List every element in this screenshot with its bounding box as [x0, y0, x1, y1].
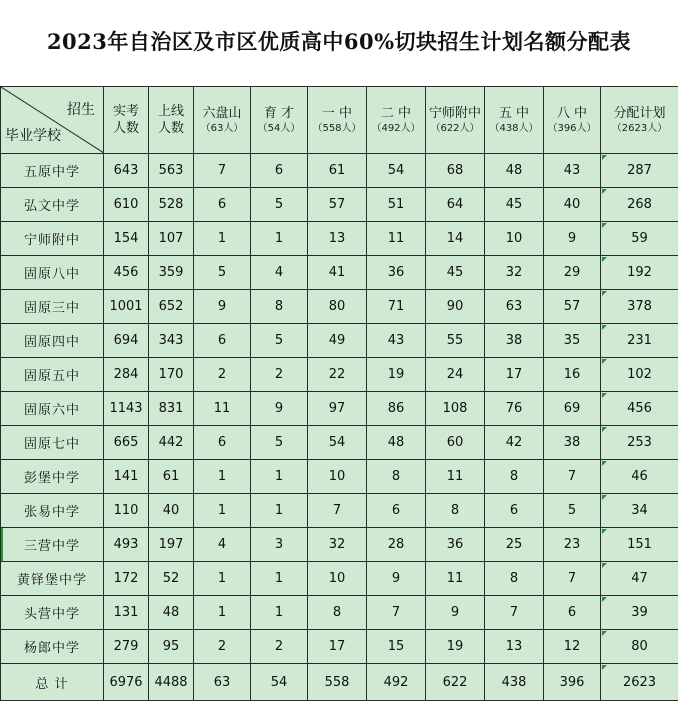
data-cell[interactable]: 108: [426, 392, 485, 426]
total-cell[interactable]: 622: [426, 664, 485, 701]
column-header-title: 一 中: [321, 105, 353, 121]
data-cell[interactable]: 59: [601, 222, 678, 256]
table-row: [1, 426, 678, 460]
data-cell[interactable]: 47: [601, 562, 678, 596]
data-cell[interactable]: 19: [426, 630, 485, 664]
data-cell[interactable]: 39: [601, 596, 678, 630]
data-cell[interactable]: 643: [104, 154, 149, 188]
data-cell[interactable]: 1: [251, 460, 308, 494]
school-name-cell[interactable]: 固原三中: [1, 290, 104, 324]
data-cell[interactable]: 4: [194, 528, 251, 562]
data-cell[interactable]: 12: [544, 630, 601, 664]
column-header-quota: （63人）: [200, 122, 244, 134]
data-cell[interactable]: 1: [251, 222, 308, 256]
total-cell[interactable]: 438: [485, 664, 544, 701]
data-cell[interactable]: 141: [104, 460, 149, 494]
data-cell[interactable]: 493: [104, 528, 149, 562]
school-name-cell[interactable]: 头营中学: [1, 596, 104, 630]
data-cell[interactable]: 2: [194, 358, 251, 392]
data-cell[interactable]: 528: [149, 188, 194, 222]
data-cell[interactable]: 22: [308, 358, 367, 392]
column-header-title: 五 中: [498, 105, 530, 121]
data-cell[interactable]: 8: [251, 290, 308, 324]
data-cell[interactable]: 17: [308, 630, 367, 664]
column-header-quota: （54人）: [257, 122, 301, 134]
column-header-9[interactable]: [544, 87, 601, 154]
school-name-cell[interactable]: 三营中学: [1, 528, 104, 562]
data-cell[interactable]: 192: [601, 256, 678, 290]
data-cell[interactable]: 1: [194, 460, 251, 494]
data-cell[interactable]: 14: [426, 222, 485, 256]
data-cell[interactable]: 80: [601, 630, 678, 664]
column-header-4[interactable]: [251, 87, 308, 154]
column-header-6[interactable]: [367, 87, 426, 154]
school-name-cell[interactable]: 弘文中学: [1, 188, 104, 222]
data-cell[interactable]: 287: [601, 154, 678, 188]
data-cell[interactable]: 4: [251, 256, 308, 290]
column-header-title: 育 才: [263, 105, 295, 121]
total-row: [1, 664, 678, 701]
data-cell[interactable]: 10: [308, 562, 367, 596]
corner-header-cell[interactable]: [1, 87, 104, 154]
data-cell[interactable]: 38: [485, 324, 544, 358]
data-cell[interactable]: 5: [194, 256, 251, 290]
data-cell[interactable]: 8: [308, 596, 367, 630]
data-cell[interactable]: 61: [308, 154, 367, 188]
data-cell[interactable]: 6: [485, 494, 544, 528]
data-cell[interactable]: 23: [544, 528, 601, 562]
data-cell[interactable]: 9: [367, 562, 426, 596]
table-row: [1, 154, 678, 188]
data-cell[interactable]: 25: [485, 528, 544, 562]
table-row: [1, 256, 678, 290]
data-cell[interactable]: 7: [194, 154, 251, 188]
data-cell[interactable]: 40: [149, 494, 194, 528]
column-header-quota: （558人）: [312, 122, 362, 134]
table-row: [1, 596, 678, 630]
data-cell[interactable]: 6: [367, 494, 426, 528]
data-cell[interactable]: 7: [308, 494, 367, 528]
column-header-quota: 人数: [157, 121, 184, 136]
data-cell[interactable]: 1: [194, 562, 251, 596]
data-cell[interactable]: 36: [426, 528, 485, 562]
data-cell[interactable]: 57: [308, 188, 367, 222]
allocation-table: [0, 86, 678, 701]
total-cell[interactable]: 63: [194, 664, 251, 701]
column-header-quota: （492人）: [371, 122, 421, 134]
column-header-10[interactable]: [601, 87, 678, 154]
data-cell[interactable]: 343: [149, 324, 194, 358]
data-cell[interactable]: 665: [104, 426, 149, 460]
data-cell[interactable]: 5: [251, 188, 308, 222]
column-header-5[interactable]: [308, 87, 367, 154]
data-cell[interactable]: 1: [251, 596, 308, 630]
data-cell[interactable]: 49: [308, 324, 367, 358]
data-cell[interactable]: 231: [601, 324, 678, 358]
school-name-cell[interactable]: 黄铎堡中学: [1, 562, 104, 596]
data-cell[interactable]: 7: [544, 460, 601, 494]
data-cell[interactable]: 6: [194, 188, 251, 222]
column-header-title: 分配计划: [613, 105, 666, 121]
data-cell[interactable]: 52: [149, 562, 194, 596]
data-cell[interactable]: 8: [485, 562, 544, 596]
data-cell[interactable]: 10: [308, 460, 367, 494]
school-name-cell[interactable]: 五原中学: [1, 154, 104, 188]
data-cell[interactable]: 80: [308, 290, 367, 324]
data-cell[interactable]: 68: [426, 154, 485, 188]
school-name-cell[interactable]: 固原六中: [1, 392, 104, 426]
data-cell[interactable]: 378: [601, 290, 678, 324]
total-cell[interactable]: 2623: [601, 664, 678, 701]
data-cell[interactable]: 154: [104, 222, 149, 256]
data-cell[interactable]: 86: [367, 392, 426, 426]
column-header-8[interactable]: [485, 87, 544, 154]
data-cell[interactable]: 90: [426, 290, 485, 324]
data-cell[interactable]: 3: [251, 528, 308, 562]
data-cell[interactable]: 284: [104, 358, 149, 392]
data-cell[interactable]: 7: [485, 596, 544, 630]
data-cell[interactable]: 359: [149, 256, 194, 290]
table-row: [1, 222, 678, 256]
data-cell[interactable]: 28: [367, 528, 426, 562]
total-cell[interactable]: 4488: [149, 664, 194, 701]
data-cell[interactable]: 32: [485, 256, 544, 290]
title-bar: [0, 0, 678, 86]
data-cell[interactable]: 76: [485, 392, 544, 426]
data-cell[interactable]: 172: [104, 562, 149, 596]
table-row: [1, 528, 678, 562]
data-cell[interactable]: 43: [367, 324, 426, 358]
data-cell[interactable]: 1: [194, 494, 251, 528]
data-cell[interactable]: 48: [485, 154, 544, 188]
column-header-7[interactable]: [426, 87, 485, 154]
table-row: [1, 188, 678, 222]
data-cell[interactable]: 9: [426, 596, 485, 630]
data-cell[interactable]: 102: [601, 358, 678, 392]
data-cell[interactable]: 268: [601, 188, 678, 222]
school-name-cell[interactable]: 彭堡中学: [1, 460, 104, 494]
data-cell[interactable]: 17: [485, 358, 544, 392]
school-name-cell[interactable]: 杨郎中学: [1, 630, 104, 664]
column-header-title: 上线: [157, 104, 184, 119]
table-row: [1, 460, 678, 494]
data-cell[interactable]: 16: [544, 358, 601, 392]
data-cell[interactable]: 15: [367, 630, 426, 664]
total-cell[interactable]: 6976: [104, 664, 149, 701]
data-cell[interactable]: 35: [544, 324, 601, 358]
data-cell[interactable]: 1001: [104, 290, 149, 324]
data-cell[interactable]: 253: [601, 426, 678, 460]
table-row: [1, 290, 678, 324]
data-cell[interactable]: 95: [149, 630, 194, 664]
data-cell[interactable]: 6: [544, 596, 601, 630]
data-cell[interactable]: 1: [251, 494, 308, 528]
data-cell[interactable]: 610: [104, 188, 149, 222]
header-row: [1, 87, 678, 154]
total-label-cell[interactable]: 总 计: [1, 664, 104, 701]
data-cell[interactable]: 563: [149, 154, 194, 188]
table-row: [1, 494, 678, 528]
data-cell[interactable]: 5: [251, 426, 308, 460]
data-cell[interactable]: 24: [426, 358, 485, 392]
column-header-quota: （396人）: [547, 122, 597, 134]
data-cell[interactable]: 694: [104, 324, 149, 358]
table-row: [1, 324, 678, 358]
column-header-title: 八 中: [556, 105, 588, 121]
table-row: [1, 392, 678, 426]
column-header-quota: （2623人）: [611, 122, 668, 134]
data-cell[interactable]: 7: [367, 596, 426, 630]
column-header-2[interactable]: [149, 87, 194, 154]
school-name-cell[interactable]: 固原四中: [1, 324, 104, 358]
data-cell[interactable]: 45: [426, 256, 485, 290]
data-cell[interactable]: 43: [544, 154, 601, 188]
column-header-quota: （438人）: [489, 122, 539, 134]
data-cell[interactable]: 197: [149, 528, 194, 562]
data-cell[interactable]: 42: [485, 426, 544, 460]
data-cell[interactable]: 48: [367, 426, 426, 460]
data-cell[interactable]: 19: [367, 358, 426, 392]
data-cell[interactable]: 456: [104, 256, 149, 290]
data-cell[interactable]: 8: [485, 460, 544, 494]
data-cell[interactable]: 5: [251, 324, 308, 358]
data-cell[interactable]: 61: [149, 460, 194, 494]
data-cell[interactable]: 151: [601, 528, 678, 562]
data-cell[interactable]: 55: [426, 324, 485, 358]
data-cell[interactable]: 456: [601, 392, 678, 426]
data-cell[interactable]: 131: [104, 596, 149, 630]
data-cell[interactable]: 8: [367, 460, 426, 494]
data-cell[interactable]: 34: [601, 494, 678, 528]
data-cell[interactable]: 2: [251, 630, 308, 664]
school-name-cell[interactable]: 张易中学: [1, 494, 104, 528]
corner-label-school: 毕业学校: [5, 128, 61, 144]
table-row: [1, 630, 678, 664]
data-cell[interactable]: 64: [426, 188, 485, 222]
data-cell[interactable]: 1: [251, 562, 308, 596]
data-cell[interactable]: 7: [544, 562, 601, 596]
data-cell[interactable]: 11: [194, 392, 251, 426]
column-header-3[interactable]: [194, 87, 251, 154]
data-cell[interactable]: 6: [194, 324, 251, 358]
data-cell[interactable]: 48: [149, 596, 194, 630]
school-name-cell[interactable]: 固原七中: [1, 426, 104, 460]
data-cell[interactable]: 110: [104, 494, 149, 528]
data-cell[interactable]: 45: [485, 188, 544, 222]
data-cell[interactable]: 46: [601, 460, 678, 494]
data-cell[interactable]: 11: [426, 460, 485, 494]
selection-edge: [1, 528, 3, 561]
data-cell[interactable]: 2: [251, 358, 308, 392]
data-cell[interactable]: 1: [194, 596, 251, 630]
data-cell[interactable]: 13: [308, 222, 367, 256]
page-title: 2023年自治区及市区优质高中60%切块招生计划名额分配表: [46, 29, 632, 54]
data-cell[interactable]: 36: [367, 256, 426, 290]
data-cell[interactable]: 6: [194, 426, 251, 460]
table-row: [1, 358, 678, 392]
data-cell[interactable]: 29: [544, 256, 601, 290]
column-header-quota: 人数: [112, 121, 139, 136]
column-header-title: 二 中: [380, 105, 412, 121]
school-name-cell[interactable]: 固原五中: [1, 358, 104, 392]
data-cell[interactable]: 60: [426, 426, 485, 460]
data-cell[interactable]: 32: [308, 528, 367, 562]
data-cell[interactable]: 51: [367, 188, 426, 222]
total-cell[interactable]: 396: [544, 664, 601, 701]
school-name-cell[interactable]: 宁师附中: [1, 222, 104, 256]
data-cell[interactable]: 9: [194, 290, 251, 324]
data-cell[interactable]: 652: [149, 290, 194, 324]
data-cell[interactable]: 5: [544, 494, 601, 528]
data-cell[interactable]: 97: [308, 392, 367, 426]
data-cell[interactable]: 107: [149, 222, 194, 256]
data-cell[interactable]: 170: [149, 358, 194, 392]
data-cell[interactable]: 8: [426, 494, 485, 528]
data-cell[interactable]: 831: [149, 392, 194, 426]
column-header-title: 宁师附中: [428, 105, 481, 121]
data-cell[interactable]: 41: [308, 256, 367, 290]
data-cell[interactable]: 9: [544, 222, 601, 256]
school-name-cell[interactable]: 固原八中: [1, 256, 104, 290]
data-cell[interactable]: 69: [544, 392, 601, 426]
data-cell[interactable]: 57: [544, 290, 601, 324]
table-row: [1, 562, 678, 596]
data-cell[interactable]: 442: [149, 426, 194, 460]
column-header-title: 实考: [112, 104, 139, 119]
data-cell[interactable]: 54: [367, 154, 426, 188]
data-cell[interactable]: 11: [426, 562, 485, 596]
data-cell[interactable]: 13: [485, 630, 544, 664]
data-cell[interactable]: 279: [104, 630, 149, 664]
data-cell[interactable]: 1: [194, 222, 251, 256]
data-cell[interactable]: 2: [194, 630, 251, 664]
data-cell[interactable]: 40: [544, 188, 601, 222]
total-cell[interactable]: 492: [367, 664, 426, 701]
column-header-1[interactable]: [104, 87, 149, 154]
data-cell[interactable]: 1143: [104, 392, 149, 426]
column-header-quota: （622人）: [430, 122, 480, 134]
data-cell[interactable]: 54: [308, 426, 367, 460]
corner-label-enroll: 招生: [67, 102, 95, 118]
data-cell[interactable]: 9: [251, 392, 308, 426]
total-cell[interactable]: 54: [251, 664, 308, 701]
data-cell[interactable]: 10: [485, 222, 544, 256]
data-cell[interactable]: 63: [485, 290, 544, 324]
data-cell[interactable]: 11: [367, 222, 426, 256]
column-header-title: 六盘山: [202, 105, 242, 121]
data-cell[interactable]: 38: [544, 426, 601, 460]
total-cell[interactable]: 558: [308, 664, 367, 701]
data-cell[interactable]: 71: [367, 290, 426, 324]
data-cell[interactable]: 6: [251, 154, 308, 188]
